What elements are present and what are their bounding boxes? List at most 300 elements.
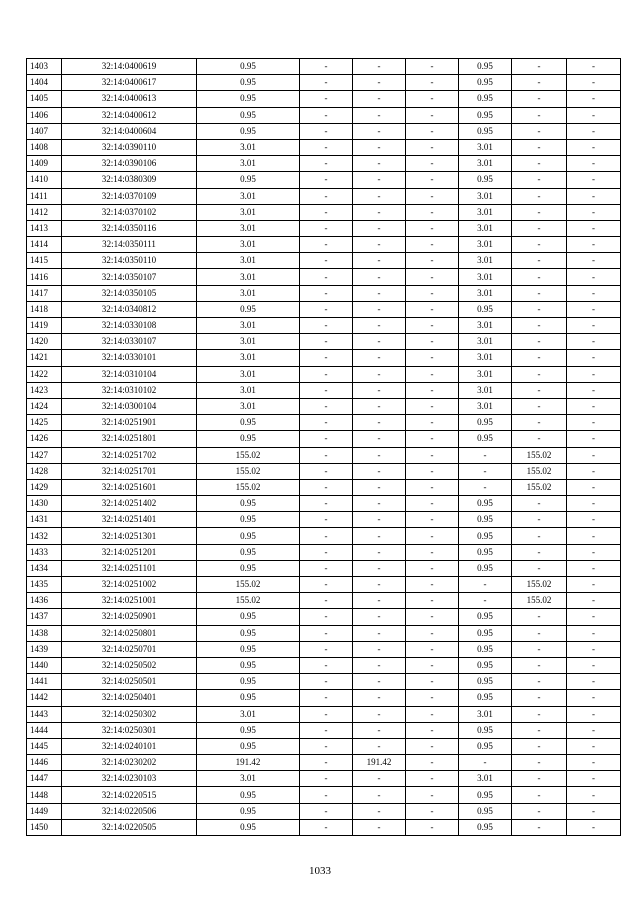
table-cell: 3.01 bbox=[197, 398, 300, 414]
table-cell: - bbox=[567, 706, 621, 722]
table-cell: 0.95 bbox=[197, 609, 300, 625]
table-cell: - bbox=[300, 269, 353, 285]
table-cell: 3.01 bbox=[197, 188, 300, 204]
table-row bbox=[27, 625, 621, 641]
table-cell: 3.01 bbox=[459, 398, 512, 414]
table-row bbox=[27, 479, 621, 495]
table-cell: 32:14:0400604 bbox=[62, 123, 197, 139]
table-cell: - bbox=[300, 512, 353, 528]
table-row bbox=[27, 334, 621, 350]
table-cell: 0.95 bbox=[459, 123, 512, 139]
table-cell: 0.95 bbox=[197, 123, 300, 139]
table-cell: - bbox=[353, 334, 406, 350]
table-cell: - bbox=[567, 722, 621, 738]
table-cell: 0.95 bbox=[459, 301, 512, 317]
table-cell: 0.95 bbox=[197, 560, 300, 576]
table-cell: - bbox=[567, 398, 621, 414]
table-cell: 32:14:0251702 bbox=[62, 447, 197, 463]
table-cell: - bbox=[567, 366, 621, 382]
table-cell: - bbox=[353, 431, 406, 447]
table-cell: - bbox=[353, 269, 406, 285]
table-cell: 155.02 bbox=[512, 463, 567, 479]
table-cell: 3.01 bbox=[459, 237, 512, 253]
table-cell: 32:14:0330108 bbox=[62, 318, 197, 334]
table-cell: 32:14:0400617 bbox=[62, 75, 197, 91]
table-cell: 0.95 bbox=[459, 75, 512, 91]
table-row bbox=[27, 269, 621, 285]
table-cell: - bbox=[300, 496, 353, 512]
table-cell: - bbox=[567, 415, 621, 431]
table-cell: - bbox=[353, 577, 406, 593]
table-cell: 1422 bbox=[27, 366, 62, 382]
table-cell: 1414 bbox=[27, 237, 62, 253]
table-cell: - bbox=[567, 269, 621, 285]
table-cell: - bbox=[406, 722, 459, 738]
table-cell: - bbox=[300, 107, 353, 123]
table-row bbox=[27, 690, 621, 706]
table-cell: - bbox=[567, 139, 621, 155]
table-cell: 0.95 bbox=[459, 787, 512, 803]
table-cell: 1404 bbox=[27, 75, 62, 91]
table-cell: - bbox=[406, 657, 459, 673]
table-cell: - bbox=[567, 738, 621, 754]
table-cell: - bbox=[300, 59, 353, 75]
table-cell: - bbox=[300, 657, 353, 673]
table-cell: - bbox=[406, 91, 459, 107]
table-cell: - bbox=[567, 91, 621, 107]
table-cell: 3.01 bbox=[197, 318, 300, 334]
table-cell: 3.01 bbox=[197, 350, 300, 366]
table-cell: - bbox=[512, 528, 567, 544]
table-cell: 3.01 bbox=[197, 253, 300, 269]
table-cell: 1428 bbox=[27, 463, 62, 479]
table-cell: 32:14:0250501 bbox=[62, 674, 197, 690]
table-cell: - bbox=[406, 204, 459, 220]
table-cell: 0.95 bbox=[197, 59, 300, 75]
table-cell: 32:14:0310104 bbox=[62, 366, 197, 382]
table-cell: - bbox=[406, 819, 459, 835]
table-row bbox=[27, 528, 621, 544]
table-cell: - bbox=[459, 755, 512, 771]
table-cell: - bbox=[512, 204, 567, 220]
table-cell: - bbox=[567, 204, 621, 220]
table-cell: - bbox=[512, 366, 567, 382]
table-cell: 1423 bbox=[27, 382, 62, 398]
table-cell: - bbox=[300, 253, 353, 269]
table-row bbox=[27, 350, 621, 366]
table-cell: - bbox=[406, 755, 459, 771]
table-cell: - bbox=[406, 463, 459, 479]
table-cell: - bbox=[300, 285, 353, 301]
table-cell: 3.01 bbox=[459, 366, 512, 382]
table-cell: 1403 bbox=[27, 59, 62, 75]
table-cell: - bbox=[512, 301, 567, 317]
table-cell: - bbox=[353, 738, 406, 754]
table-cell: 3.01 bbox=[197, 366, 300, 382]
table-cell: - bbox=[406, 577, 459, 593]
table-cell: - bbox=[512, 706, 567, 722]
table-cell: - bbox=[459, 593, 512, 609]
table-cell: - bbox=[300, 237, 353, 253]
table-cell: - bbox=[512, 188, 567, 204]
table-cell: - bbox=[406, 803, 459, 819]
table-row bbox=[27, 59, 621, 75]
table-cell: - bbox=[300, 75, 353, 91]
table-row bbox=[27, 738, 621, 754]
table-cell: - bbox=[512, 415, 567, 431]
table-cell: - bbox=[353, 722, 406, 738]
table-cell: 1406 bbox=[27, 107, 62, 123]
table-cell: 0.95 bbox=[459, 641, 512, 657]
table-cell: - bbox=[512, 787, 567, 803]
table-cell: 3.01 bbox=[197, 220, 300, 236]
table-cell: - bbox=[406, 560, 459, 576]
table-cell: 0.95 bbox=[197, 641, 300, 657]
table-cell: 32:14:0330101 bbox=[62, 350, 197, 366]
table-cell: - bbox=[406, 269, 459, 285]
table-cell: 1416 bbox=[27, 269, 62, 285]
table-cell: - bbox=[512, 237, 567, 253]
table-cell: 1417 bbox=[27, 285, 62, 301]
table-cell: - bbox=[567, 593, 621, 609]
table-cell: 3.01 bbox=[197, 706, 300, 722]
table-cell: - bbox=[353, 172, 406, 188]
table-cell: - bbox=[567, 253, 621, 269]
table-cell: - bbox=[567, 771, 621, 787]
table-cell: - bbox=[567, 463, 621, 479]
table-cell: - bbox=[406, 172, 459, 188]
table-cell: 3.01 bbox=[197, 204, 300, 220]
table-cell: - bbox=[353, 803, 406, 819]
table-row bbox=[27, 301, 621, 317]
table-cell: 0.95 bbox=[459, 91, 512, 107]
table-row bbox=[27, 706, 621, 722]
table-cell: 0.95 bbox=[459, 609, 512, 625]
table-row bbox=[27, 722, 621, 738]
table-cell: 1427 bbox=[27, 447, 62, 463]
table-cell: - bbox=[567, 787, 621, 803]
table-cell: 0.95 bbox=[197, 625, 300, 641]
table-cell: - bbox=[406, 674, 459, 690]
table-cell: 3.01 bbox=[197, 334, 300, 350]
table-cell: - bbox=[459, 577, 512, 593]
table-cell: - bbox=[512, 382, 567, 398]
table-cell: 0.95 bbox=[459, 528, 512, 544]
table-cell: 32:14:0250901 bbox=[62, 609, 197, 625]
table-cell: 3.01 bbox=[197, 771, 300, 787]
table-cell: 1444 bbox=[27, 722, 62, 738]
table-cell: - bbox=[512, 690, 567, 706]
table-row bbox=[27, 188, 621, 204]
table-cell: - bbox=[567, 625, 621, 641]
table-cell: 3.01 bbox=[197, 269, 300, 285]
table-cell: - bbox=[353, 690, 406, 706]
table-cell: - bbox=[512, 512, 567, 528]
table-cell: 3.01 bbox=[197, 237, 300, 253]
table-cell: 32:14:0250302 bbox=[62, 706, 197, 722]
table-row bbox=[27, 512, 621, 528]
table-cell: - bbox=[353, 447, 406, 463]
table-row bbox=[27, 123, 621, 139]
table-cell: 1430 bbox=[27, 496, 62, 512]
table-cell: 1411 bbox=[27, 188, 62, 204]
table-cell: 32:14:0251701 bbox=[62, 463, 197, 479]
table-cell: 155.02 bbox=[512, 479, 567, 495]
table-cell: 1419 bbox=[27, 318, 62, 334]
table-cell: - bbox=[567, 172, 621, 188]
table-cell: - bbox=[406, 512, 459, 528]
table-cell: - bbox=[406, 609, 459, 625]
table-cell: - bbox=[512, 560, 567, 576]
table-cell: 155.02 bbox=[512, 593, 567, 609]
table-cell: - bbox=[406, 123, 459, 139]
table-cell: 32:14:0330107 bbox=[62, 334, 197, 350]
table-cell: 32:14:0370109 bbox=[62, 188, 197, 204]
table-cell: - bbox=[512, 91, 567, 107]
table-cell: - bbox=[567, 59, 621, 75]
table-cell: - bbox=[567, 674, 621, 690]
table-cell: - bbox=[512, 819, 567, 835]
table-cell: - bbox=[567, 755, 621, 771]
table-cell: - bbox=[406, 690, 459, 706]
table-cell: - bbox=[353, 771, 406, 787]
table-cell: - bbox=[353, 366, 406, 382]
table-cell: - bbox=[512, 771, 567, 787]
table-row bbox=[27, 674, 621, 690]
table-cell: - bbox=[353, 91, 406, 107]
table-cell: - bbox=[512, 220, 567, 236]
table-cell: 3.01 bbox=[459, 350, 512, 366]
table-cell: 1439 bbox=[27, 641, 62, 657]
table-cell: - bbox=[567, 577, 621, 593]
table-cell: - bbox=[300, 528, 353, 544]
table-cell: 1450 bbox=[27, 819, 62, 835]
table-cell: - bbox=[353, 123, 406, 139]
table-cell: 32:14:0390106 bbox=[62, 156, 197, 172]
table-cell: - bbox=[353, 787, 406, 803]
table-cell: 1407 bbox=[27, 123, 62, 139]
table-cell: 0.95 bbox=[459, 819, 512, 835]
table-cell: - bbox=[567, 690, 621, 706]
table-cell: 3.01 bbox=[459, 139, 512, 155]
table-cell: 0.95 bbox=[197, 819, 300, 835]
table-row bbox=[27, 318, 621, 334]
table-cell: - bbox=[406, 220, 459, 236]
table-cell: - bbox=[353, 237, 406, 253]
table-cell: 0.95 bbox=[197, 738, 300, 754]
table-cell: - bbox=[353, 560, 406, 576]
table-cell: 0.95 bbox=[459, 544, 512, 560]
table-cell: - bbox=[406, 301, 459, 317]
table-cell: - bbox=[353, 75, 406, 91]
table-cell: - bbox=[353, 188, 406, 204]
table-cell: 0.95 bbox=[459, 657, 512, 673]
table-cell: - bbox=[512, 156, 567, 172]
table-cell: - bbox=[300, 479, 353, 495]
table-cell: 32:14:0250701 bbox=[62, 641, 197, 657]
table-cell: 32:14:0240101 bbox=[62, 738, 197, 754]
table-cell: 3.01 bbox=[197, 139, 300, 155]
table-cell: - bbox=[353, 625, 406, 641]
table-row bbox=[27, 107, 621, 123]
table-row bbox=[27, 560, 621, 576]
table-row bbox=[27, 139, 621, 155]
table-cell: - bbox=[300, 415, 353, 431]
table-cell: - bbox=[512, 75, 567, 91]
table-cell: - bbox=[353, 318, 406, 334]
table-cell: 32:14:0300104 bbox=[62, 398, 197, 414]
table-cell: - bbox=[300, 641, 353, 657]
table-cell: - bbox=[406, 415, 459, 431]
table-cell: 155.02 bbox=[197, 463, 300, 479]
table-cell: - bbox=[406, 285, 459, 301]
table-cell: - bbox=[300, 819, 353, 835]
table-cell: - bbox=[512, 625, 567, 641]
table-cell: - bbox=[300, 706, 353, 722]
table-cell: - bbox=[300, 544, 353, 560]
table-cell: 3.01 bbox=[459, 253, 512, 269]
table-cell: - bbox=[300, 771, 353, 787]
table-cell: 3.01 bbox=[459, 220, 512, 236]
table-row bbox=[27, 204, 621, 220]
table-cell: - bbox=[406, 366, 459, 382]
table-cell: - bbox=[512, 544, 567, 560]
table-row bbox=[27, 431, 621, 447]
table-cell: - bbox=[406, 544, 459, 560]
table-cell: - bbox=[353, 706, 406, 722]
table-cell: 32:14:0251901 bbox=[62, 415, 197, 431]
table-cell: - bbox=[567, 156, 621, 172]
table-cell: 0.95 bbox=[197, 496, 300, 512]
table-cell: 0.95 bbox=[459, 107, 512, 123]
table-row bbox=[27, 382, 621, 398]
table-cell: - bbox=[406, 107, 459, 123]
table-cell: 0.95 bbox=[459, 59, 512, 75]
table-cell: - bbox=[567, 334, 621, 350]
table-row bbox=[27, 496, 621, 512]
table-cell: - bbox=[300, 755, 353, 771]
table-cell: - bbox=[406, 237, 459, 253]
table-cell: 0.95 bbox=[459, 674, 512, 690]
table-cell: - bbox=[300, 463, 353, 479]
table-cell: - bbox=[567, 803, 621, 819]
table-cell: 32:14:0390110 bbox=[62, 139, 197, 155]
table-cell: - bbox=[567, 479, 621, 495]
table-cell: - bbox=[406, 334, 459, 350]
table-cell: - bbox=[300, 690, 353, 706]
table-cell: 0.95 bbox=[459, 415, 512, 431]
table-cell: - bbox=[300, 350, 353, 366]
table-row bbox=[27, 253, 621, 269]
table-cell: - bbox=[300, 382, 353, 398]
table-cell: - bbox=[567, 220, 621, 236]
table-cell: 3.01 bbox=[459, 771, 512, 787]
table-cell: - bbox=[353, 253, 406, 269]
table-cell: 1442 bbox=[27, 690, 62, 706]
table-cell: 32:14:0340812 bbox=[62, 301, 197, 317]
table-cell: 32:14:0250301 bbox=[62, 722, 197, 738]
table-cell: 1426 bbox=[27, 431, 62, 447]
table-cell: 0.95 bbox=[197, 172, 300, 188]
table-cell: - bbox=[300, 172, 353, 188]
table-cell: 3.01 bbox=[459, 334, 512, 350]
table-cell: 1412 bbox=[27, 204, 62, 220]
page-number: 1033 bbox=[309, 865, 331, 877]
table-cell: - bbox=[406, 318, 459, 334]
table-cell: 1409 bbox=[27, 156, 62, 172]
table-cell: - bbox=[459, 479, 512, 495]
table-cell: 3.01 bbox=[459, 706, 512, 722]
table-row bbox=[27, 172, 621, 188]
table-cell: - bbox=[300, 447, 353, 463]
table-cell: - bbox=[567, 819, 621, 835]
table-cell: - bbox=[512, 496, 567, 512]
table-cell: 32:14:0250401 bbox=[62, 690, 197, 706]
table-cell: 32:14:0251601 bbox=[62, 479, 197, 495]
table-cell: 1425 bbox=[27, 415, 62, 431]
table-cell: - bbox=[353, 59, 406, 75]
table-cell: 1446 bbox=[27, 755, 62, 771]
table-row bbox=[27, 609, 621, 625]
table-cell: 0.95 bbox=[197, 722, 300, 738]
table-cell: - bbox=[353, 593, 406, 609]
table-cell: 32:14:0251001 bbox=[62, 593, 197, 609]
table-cell: 1436 bbox=[27, 593, 62, 609]
table-cell: - bbox=[512, 609, 567, 625]
table-cell: - bbox=[353, 220, 406, 236]
table-cell: - bbox=[353, 819, 406, 835]
table-cell: - bbox=[353, 641, 406, 657]
table-row bbox=[27, 75, 621, 91]
table-cell: - bbox=[300, 577, 353, 593]
table-cell: 1413 bbox=[27, 220, 62, 236]
table-cell: - bbox=[567, 382, 621, 398]
table-cell: - bbox=[300, 431, 353, 447]
table-cell: - bbox=[353, 544, 406, 560]
data-table bbox=[26, 58, 621, 836]
table-cell: 32:14:0220515 bbox=[62, 787, 197, 803]
table-row bbox=[27, 398, 621, 414]
table-cell: 191.42 bbox=[197, 755, 300, 771]
table-cell: - bbox=[567, 123, 621, 139]
table-cell: - bbox=[300, 609, 353, 625]
table-row bbox=[27, 415, 621, 431]
table-cell: - bbox=[459, 447, 512, 463]
table-cell: - bbox=[567, 512, 621, 528]
table-cell: - bbox=[300, 593, 353, 609]
table-cell: - bbox=[567, 350, 621, 366]
table-cell: - bbox=[300, 787, 353, 803]
table-cell: 32:14:0380309 bbox=[62, 172, 197, 188]
table-cell: - bbox=[406, 706, 459, 722]
table-cell: 1443 bbox=[27, 706, 62, 722]
table-cell: - bbox=[353, 285, 406, 301]
table-cell: - bbox=[459, 463, 512, 479]
table-cell: - bbox=[300, 301, 353, 317]
table-cell: 3.01 bbox=[459, 285, 512, 301]
table-cell: - bbox=[406, 350, 459, 366]
table-cell: 1420 bbox=[27, 334, 62, 350]
table-cell: 32:14:0350111 bbox=[62, 237, 197, 253]
table-cell: - bbox=[567, 641, 621, 657]
table-cell: - bbox=[512, 123, 567, 139]
table-cell: - bbox=[567, 447, 621, 463]
table-row bbox=[27, 593, 621, 609]
table-cell: 0.95 bbox=[197, 431, 300, 447]
table-cell: - bbox=[512, 253, 567, 269]
table-cell: - bbox=[512, 803, 567, 819]
table-cell: 0.95 bbox=[197, 803, 300, 819]
